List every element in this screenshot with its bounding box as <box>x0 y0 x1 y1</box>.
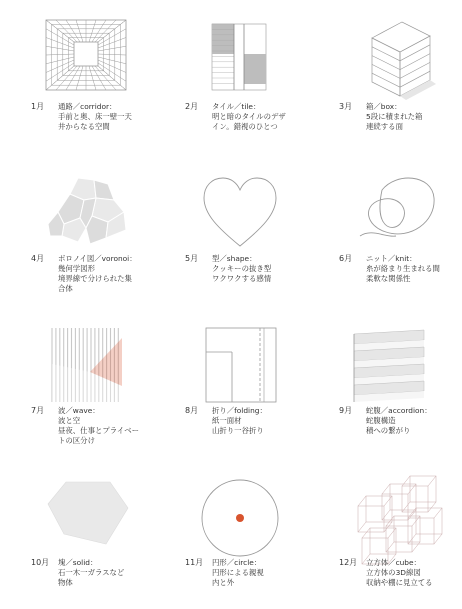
month-description <box>212 254 306 284</box>
motif-caption: 立方体の3D線図 収納や棚に見立てる <box>366 568 433 587</box>
month-label: 4月 <box>31 254 45 263</box>
month-label: 12月 <box>339 558 358 567</box>
motif-title: 蛇腹／accordion： <box>366 406 432 415</box>
month-label: 7月 <box>31 406 45 415</box>
month-description <box>212 102 306 132</box>
month-description <box>58 558 152 588</box>
month-description <box>366 406 460 436</box>
wave-drawing <box>44 322 128 408</box>
corridor-drawing <box>44 18 128 104</box>
month-description <box>366 102 460 132</box>
motif-caption: クッキーの抜き型 ワクワクする感情 <box>212 264 272 283</box>
motif-title: 立方体／cube： <box>366 558 421 567</box>
motif-caption: 円形による親視 内と外 <box>212 568 264 587</box>
motif-caption: 糸が絡まり生まれる間 柔軟な関係性 <box>366 264 440 283</box>
cube-drawing <box>352 474 436 560</box>
box-drawing <box>352 18 436 104</box>
motif-caption: 波と空 昼夜、仕事とプライベー トの区分け <box>58 416 140 445</box>
motif-title: 型／shape： <box>212 254 257 263</box>
heart-drawing <box>198 170 282 256</box>
month-cell <box>308 152 462 304</box>
motif-caption: 手前と奥、床一壁一天 井からなる空間 <box>58 112 132 131</box>
motif-caption: 蛇腹構造 積への繋がり <box>366 416 411 435</box>
month-cell <box>154 304 308 456</box>
month-label: 5月 <box>185 254 199 263</box>
month-cell <box>0 304 154 456</box>
motif-title: ボロノイ図／voronoi： <box>58 254 137 263</box>
motif-title: 箱／box： <box>366 102 402 111</box>
month-label: 11月 <box>185 558 204 567</box>
month-cell <box>0 456 154 608</box>
month-cell <box>0 0 154 152</box>
month-description <box>366 558 460 588</box>
folding-drawing <box>198 322 282 408</box>
motif-caption: 紙一面材 山折り一谷折り <box>212 416 264 435</box>
motif-title: 塊／solid： <box>58 558 98 567</box>
motif-title: ニット／knit： <box>366 254 417 263</box>
month-label: 3月 <box>339 102 353 111</box>
accordion-drawing <box>352 322 436 408</box>
month-label: 2月 <box>185 102 199 111</box>
month-description <box>58 102 152 132</box>
tile-drawing <box>198 18 282 104</box>
month-label: 10月 <box>31 558 50 567</box>
voronoi-drawing <box>44 170 128 256</box>
month-description <box>212 406 306 436</box>
motif-title: タイル／tile： <box>212 102 261 111</box>
month-cell <box>154 456 308 608</box>
motif-caption: 5段に積まれた箱 連続する面 <box>366 112 423 131</box>
month-description <box>212 558 306 588</box>
solid-drawing <box>44 474 128 560</box>
month-cell <box>0 152 154 304</box>
month-cell <box>308 456 462 608</box>
month-label: 1月 <box>31 102 45 111</box>
motif-title: 波／wave： <box>58 406 100 415</box>
month-cell <box>308 0 462 152</box>
month-cell <box>154 152 308 304</box>
month-cell <box>154 0 308 152</box>
month-label: 9月 <box>339 406 353 415</box>
month-description <box>366 254 460 284</box>
month-label: 8月 <box>185 406 199 415</box>
motif-caption: 幾何学図形 境界線で分けられた集 合体 <box>58 264 132 293</box>
motif-caption: 明と暗のタイルのデザ イン。錯視のひとつ <box>212 112 286 131</box>
motif-title: 通路／corridor： <box>58 102 117 111</box>
month-description <box>58 254 152 294</box>
month-description <box>58 406 152 446</box>
knit-drawing <box>352 170 436 256</box>
motif-title: 折り／folding： <box>212 406 267 415</box>
motif-title: 円形／circle： <box>212 558 262 567</box>
motif-caption: 石一木一ガラスなど 物体 <box>58 568 125 587</box>
circle-drawing <box>198 474 282 560</box>
month-label: 6月 <box>339 254 353 263</box>
month-cell <box>308 304 462 456</box>
